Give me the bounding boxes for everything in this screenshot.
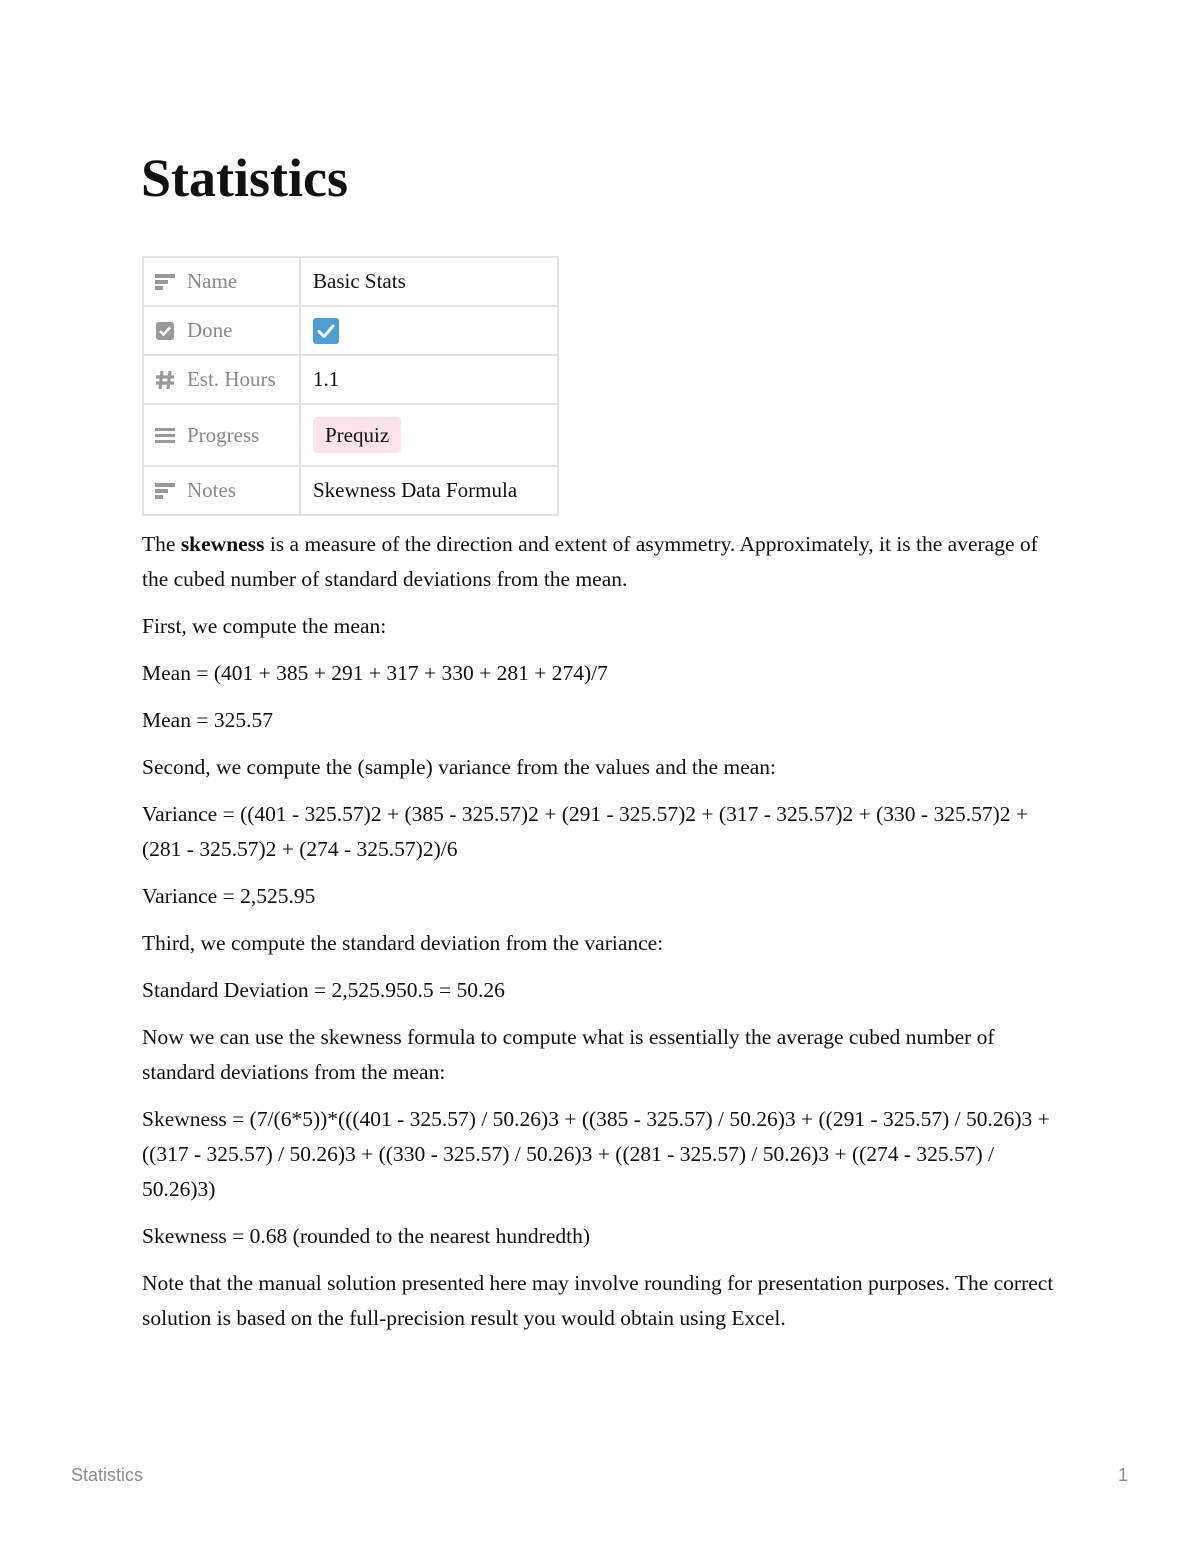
footer-page-number: 1 xyxy=(1117,1465,1128,1485)
variance-formula: Variance = ((401 - 325.57)2 + (385 - 325.57)2 + (291 - 325.57)2 + (317 - 325.57)2 + (330 - 325.57)2 + (281 - 325.57)2 + (274 - 325.57)2)/6 xyxy=(142,802,1029,861)
variance-result: Variance = 2,525.95 xyxy=(142,884,316,908)
progress-tag[interactable]: Prequiz xyxy=(313,417,401,453)
properties-table xyxy=(142,256,559,516)
second-step-text: Second, we compute the (sample) variance from the values and the mean: xyxy=(142,755,777,779)
stddev-result: Standard Deviation = 2,525.950.5 = 50.26 xyxy=(142,978,505,1002)
first-step-text: First, we compute the mean: xyxy=(142,614,387,638)
property-row-notes xyxy=(143,466,558,515)
done-checkbox[interactable] xyxy=(313,318,339,344)
skewness-intro-text: Now we can use the skewness formula to compute what is essentially the average cubed number of standard deviations from the mean: xyxy=(142,1025,995,1084)
property-value-name[interactable]: Basic Stats xyxy=(300,257,558,306)
page-title: Statistics xyxy=(141,148,348,208)
footer-title: Statistics xyxy=(71,1465,144,1485)
text-lines-icon xyxy=(154,271,176,293)
property-value-notes[interactable]: Skewness Data Formula xyxy=(300,466,558,515)
property-row-progress xyxy=(143,404,558,466)
list-icon xyxy=(154,424,176,446)
intro-paragraph: The skewness is a measure of the direction and extent of asymmetry. Approximately, it is the average of the cubed number of standard deviations from the mean. xyxy=(142,532,1038,591)
property-label-progress: Progress xyxy=(187,422,260,447)
property-label-done: Done xyxy=(187,318,233,342)
skewness-term: skewness xyxy=(180,532,265,556)
property-row-est-hours xyxy=(143,355,558,404)
skewness-formula: Skewness = (7/(6*5))*(((401 - 325.57) / 50.26)3 + ((385 - 325.57) / 50.26)3 + ((291 - 325.57) / 50.26)3 + ((317 - 325.57) / 50.26)3 + ((330 - 325.57) / 50.26)3 + ((281 - 325.57) / 50.26)3 + ((274 - 325.57) / 50.26)3) xyxy=(142,1107,1050,1201)
skewness-result: Skewness = 0.68 (rounded to the nearest hundredth) xyxy=(142,1224,590,1248)
third-step-text: Third, we compute the standard deviation from the variance: xyxy=(142,931,664,955)
checkbox-icon xyxy=(154,320,176,342)
property-value-est-hours[interactable]: 1.1 xyxy=(300,355,558,404)
text-lines-icon xyxy=(154,480,176,502)
hash-icon xyxy=(154,369,176,391)
rounding-note: Note that the manual solution presented here may involve rounding for presentation purposes. The correct solution is based on the full-precision result you would obtain using Excel. xyxy=(142,1271,1054,1330)
mean-formula: Mean = (401 + 385 + 291 + 317 + 330 + 281 + 274)/7 xyxy=(142,661,608,685)
mean-result: Mean = 325.57 xyxy=(142,708,273,732)
property-row-done xyxy=(143,306,558,355)
property-label-est-hours: Est. Hours xyxy=(187,367,276,391)
property-row-name xyxy=(143,257,558,306)
property-label-name: Name xyxy=(187,269,238,293)
page-content xyxy=(142,527,1057,1348)
property-label-notes: Notes xyxy=(187,478,236,502)
